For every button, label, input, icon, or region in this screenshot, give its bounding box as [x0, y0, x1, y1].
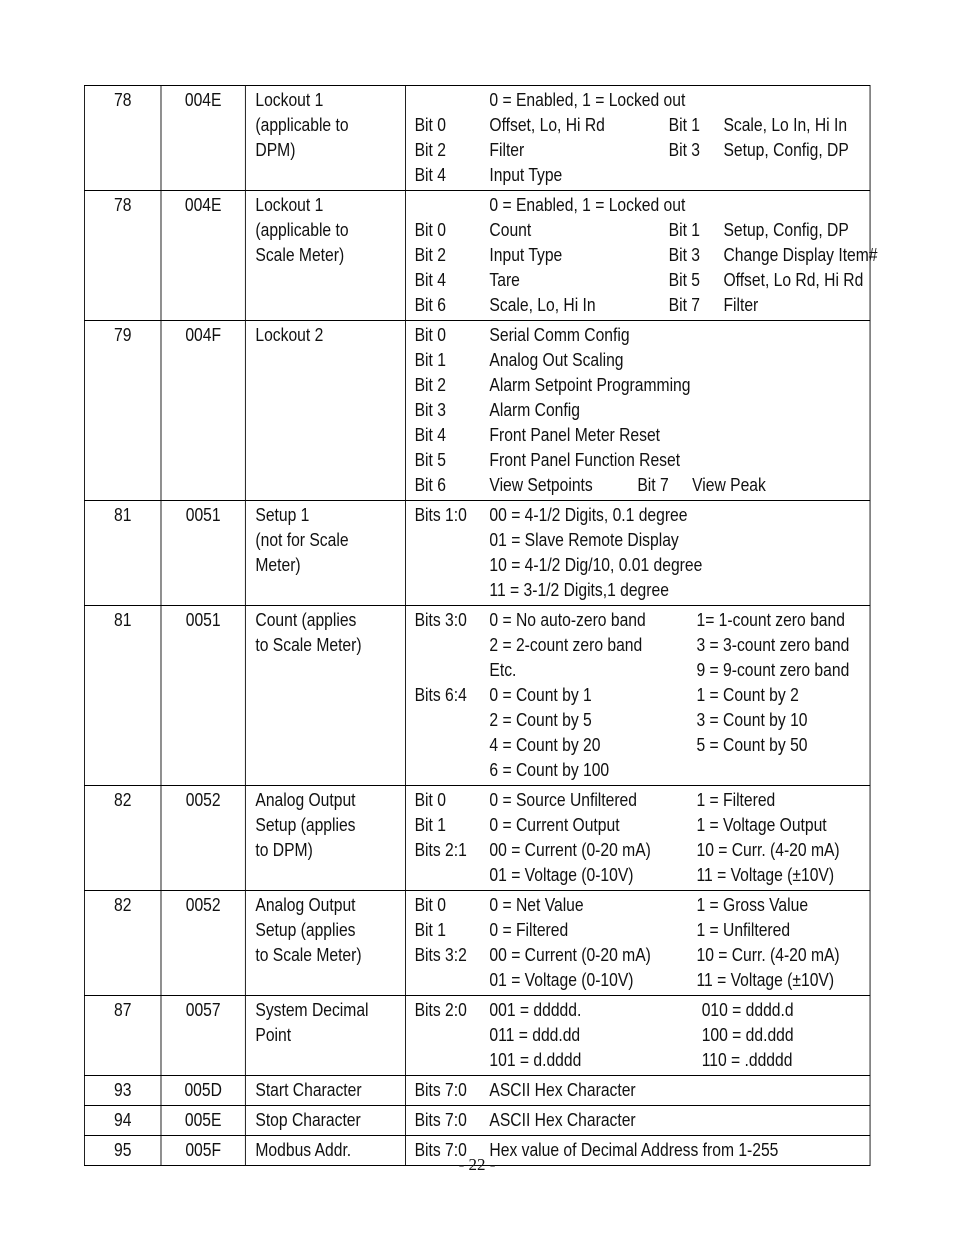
register-hex: 005F: [161, 1136, 245, 1166]
bit-description: Scale, Lo, Hi In: [489, 295, 596, 315]
bit-description: 00 = Current (0-20 mA): [489, 945, 651, 965]
register-bits: [405, 191, 878, 321]
bit-description-second: 3 = 3-count zero band: [696, 635, 850, 655]
bit-label: Bit 0: [414, 790, 446, 810]
register-row: [84, 1076, 870, 1106]
bit-description: Front Panel Meter Reset: [489, 425, 661, 445]
bit-line: [415, 88, 870, 113]
register-description: [245, 191, 405, 321]
bit-label: Bits 3:0: [414, 610, 467, 630]
description-line: Setup 1: [255, 505, 310, 525]
bit-label: Bit 4: [414, 425, 446, 445]
bit-description: Analog Out Scaling: [489, 350, 624, 370]
bit-label: Bits 6:4: [414, 685, 467, 705]
bit-label: Bit 0: [414, 325, 446, 345]
bit-label: Bit 0: [414, 895, 446, 915]
page-number: - 22 -: [458, 1155, 496, 1174]
bit-label: Bits 2:1: [414, 840, 467, 860]
bit-description: 0 = Net Value: [489, 895, 584, 915]
bit-label: [415, 193, 490, 218]
register-number: 95: [84, 1136, 161, 1166]
register-number: 81: [84, 501, 161, 606]
bit-description-second: 1 = Voltage Output: [696, 815, 827, 835]
description-line: (applicable to: [255, 115, 349, 135]
bit-label-second: Bit 3: [668, 140, 700, 160]
bit-label: [415, 1023, 490, 1048]
register-description: [245, 1106, 405, 1136]
bit-label: [415, 658, 490, 683]
bit-label: Bit 1: [414, 815, 446, 835]
bit-label: [415, 733, 490, 758]
register-description: [245, 321, 405, 501]
bit-description: 01 = Voltage (0-10V): [489, 865, 634, 885]
bit-description: 01 = Voltage (0-10V): [489, 970, 634, 990]
bit-description: Input Type: [489, 165, 563, 185]
bit-label: Bits 7:0: [414, 1080, 467, 1100]
bit-label-second: Bit 7: [637, 475, 669, 495]
register-description: [245, 606, 405, 786]
register-bits: [405, 1106, 870, 1136]
bit-description: Hex value of Decimal Address from 1-255: [489, 1140, 779, 1160]
bit-label: [415, 708, 490, 733]
bit-description: Serial Comm Config: [489, 325, 630, 345]
bit-description: Alarm Config: [489, 400, 580, 420]
bit-line: [415, 138, 870, 163]
bit-description-second: 1= 1-count zero band: [696, 610, 845, 630]
bit-label: [415, 1048, 490, 1073]
bit-label: Bit 3: [414, 400, 446, 420]
bit-label: Bit 2: [414, 245, 446, 265]
description-line: Point: [255, 1025, 292, 1045]
register-number: 93: [84, 1076, 161, 1106]
register-description: [245, 891, 405, 996]
bit-line: [415, 423, 870, 448]
register-bits: [405, 1076, 870, 1106]
register-description: [245, 786, 405, 891]
bit-line: [415, 893, 870, 918]
description-line: Stop Character: [255, 1110, 361, 1130]
bit-line: [415, 268, 870, 293]
bit-label: Bits 7:0: [414, 1110, 467, 1130]
bit-label: Bit 1: [414, 920, 446, 940]
bit-description-second: Change Display Item#: [723, 245, 878, 265]
bit-label-second: Bit 1: [668, 220, 700, 240]
bit-description-second: 1 = Unfiltered: [696, 920, 791, 940]
register-bits: [405, 606, 870, 786]
description-line: Start Character: [255, 1080, 362, 1100]
description-line: to Scale Meter): [255, 635, 362, 655]
bit-line: [415, 758, 870, 783]
bit-line: [415, 788, 870, 813]
bit-description: 0 = Current Output: [489, 815, 620, 835]
register-hex: 0052: [161, 786, 245, 891]
bit-description-second: 3 = Count by 10: [696, 710, 808, 730]
bit-label-second: Bit 3: [668, 245, 700, 265]
bit-label: Bit 6: [414, 475, 446, 495]
bit-description: ASCII Hex Character: [489, 1080, 636, 1100]
bit-line: [415, 448, 870, 473]
register-number: 78: [84, 191, 161, 321]
register-number: 94: [84, 1106, 161, 1136]
description-line: Lockout 1: [255, 90, 324, 110]
description-line: Lockout 2: [255, 325, 324, 345]
bit-description: 10 = 4-1/2 Dig/10, 0.01 degree: [489, 555, 703, 575]
bit-label-second: Bit 5: [668, 270, 700, 290]
bit-line: [415, 1048, 870, 1073]
bit-description-second: 11 = Voltage (±10V): [696, 865, 835, 885]
bit-line: [415, 528, 870, 553]
bit-line: [415, 293, 870, 318]
bit-line: [415, 1023, 870, 1048]
bit-description: 2 = Count by 5: [489, 710, 592, 730]
bit-line: [415, 398, 870, 423]
bit-description-second: 10 = Curr. (4-20 mA): [696, 840, 840, 860]
bit-label: [415, 633, 490, 658]
bit-label: Bit 4: [414, 270, 446, 290]
register-hex: 005D: [161, 1076, 245, 1106]
bit-line: [415, 113, 870, 138]
register-row: [84, 891, 870, 996]
bit-label: Bits 3:2: [414, 945, 467, 965]
bit-description-second: 010 = dddd.d: [701, 1000, 794, 1020]
bit-line: [415, 163, 870, 188]
bit-line: [415, 813, 870, 838]
bit-label: Bits 2:0: [414, 1000, 467, 1020]
bit-description: 0 = Filtered: [489, 920, 569, 940]
bit-description-second: 110 = .ddddd: [701, 1050, 793, 1070]
register-hex: 005E: [161, 1106, 245, 1136]
description-line: Count (applies: [255, 610, 357, 630]
bit-label: Bit 1: [414, 350, 446, 370]
bit-description-second: Scale, Lo In, Hi In: [723, 115, 848, 135]
bit-description: 4 = Count by 20: [489, 735, 601, 755]
bit-description-second: 100 = dd.ddd: [701, 1025, 794, 1045]
bit-description: Etc.: [489, 660, 517, 680]
bit-description: Front Panel Function Reset: [489, 450, 681, 470]
bit-description-second: View Peak: [692, 475, 766, 495]
bit-line: [415, 838, 870, 863]
register-bits: [405, 501, 870, 606]
bit-description: 01 = Slave Remote Display: [489, 530, 679, 550]
bit-description: 2 = 2-count zero band: [489, 635, 643, 655]
bit-label: Bit 0: [414, 220, 446, 240]
register-number: 82: [84, 891, 161, 996]
bit-line: [415, 633, 870, 658]
description-line: Analog Output: [255, 895, 356, 915]
bit-line: [415, 348, 870, 373]
bit-description-second: 1 = Filtered: [696, 790, 776, 810]
bit-line: [415, 863, 870, 888]
bit-line: [415, 683, 870, 708]
bit-label: Bit 2: [414, 375, 446, 395]
register-row: [84, 1106, 870, 1136]
bit-description: 6 = Count by 100: [489, 760, 610, 780]
bit-description: 00 = 4-1/2 Digits, 0.1 degree: [489, 505, 688, 525]
bit-description: Input Type: [489, 245, 563, 265]
bit-description-second: Setup, Config, DP: [723, 140, 849, 160]
register-number: 87: [84, 996, 161, 1076]
bit-description-second: 5 = Count by 50: [696, 735, 808, 755]
bit-line: [415, 733, 870, 758]
bit-label: [415, 578, 490, 603]
bit-label: Bit 5: [414, 450, 446, 470]
bit-label-second: Bit 1: [668, 115, 700, 135]
bit-line: [415, 943, 870, 968]
description-line: Lockout 1: [255, 195, 324, 215]
bit-label: [415, 968, 490, 993]
bit-description-second: 11 = Voltage (±10V): [696, 970, 835, 990]
register-bits: [405, 891, 870, 996]
register-hex: 004F: [161, 321, 245, 501]
description-line: to Scale Meter): [255, 945, 362, 965]
bit-label-second: Bit 7: [668, 295, 700, 315]
register-bits: [405, 786, 870, 891]
bit-line: [415, 998, 870, 1023]
register-description: [245, 86, 405, 191]
register-bits: [405, 996, 870, 1076]
bit-label: [415, 863, 490, 888]
bit-description: Offset, Lo, Hi Rd: [489, 115, 605, 135]
bit-description: 0 = Enabled, 1 = Locked out: [489, 195, 686, 215]
register-table: [84, 85, 878, 1166]
register-number: 78: [84, 86, 161, 191]
bit-description: 0 = Count by 1: [489, 685, 592, 705]
bit-description: View Setpoints: [489, 475, 593, 495]
description-line: Scale Meter): [255, 245, 345, 265]
bit-description: 101 = d.dddd: [489, 1050, 582, 1070]
bit-line: [415, 578, 870, 603]
bit-description: 0 = Source Unfiltered: [489, 790, 637, 810]
bit-description: 00 = Current (0-20 mA): [489, 840, 651, 860]
bit-line: [415, 193, 870, 218]
bit-line: [415, 553, 870, 578]
bit-description-second: Offset, Lo Rd, Hi Rd: [723, 270, 864, 290]
bit-description-second: Setup, Config, DP: [723, 220, 849, 240]
bit-description: 011 = ddd.dd: [489, 1025, 581, 1045]
bit-line: [415, 658, 870, 683]
bit-description: Tare: [489, 270, 520, 290]
register-number: 81: [84, 606, 161, 786]
bit-line: [415, 373, 870, 398]
bit-description-second: 10 = Curr. (4-20 mA): [696, 945, 840, 965]
register-number: 82: [84, 786, 161, 891]
bit-label: Bit 4: [414, 165, 446, 185]
register-row: [84, 786, 870, 891]
bit-label: Bit 6: [414, 295, 446, 315]
bit-line: [415, 503, 870, 528]
bit-label: [415, 88, 490, 113]
bit-line: [415, 473, 870, 498]
bit-description: ASCII Hex Character: [489, 1110, 636, 1130]
description-line: to DPM): [255, 840, 313, 860]
bit-label: [415, 553, 490, 578]
bit-line: [414, 243, 878, 268]
register-hex: 004E: [161, 191, 245, 321]
description-line: Modbus Addr.: [255, 1140, 352, 1160]
register-hex: 0057: [161, 996, 245, 1076]
register-row: [84, 86, 870, 191]
description-line: Meter): [255, 555, 301, 575]
bit-label: Bits 7:0: [414, 1140, 467, 1160]
bit-line: [415, 218, 870, 243]
bit-description-second: 1 = Count by 2: [696, 685, 799, 705]
register-hex: 0051: [161, 606, 245, 786]
bit-line: [415, 1108, 870, 1133]
register-bits: [405, 321, 870, 501]
description-line: (not for Scale: [255, 530, 349, 550]
register-number: 79: [84, 321, 161, 501]
bit-description-second: 9 = 9-count zero band: [696, 660, 850, 680]
bit-label: [415, 528, 490, 553]
bit-description-second: 1 = Gross Value: [696, 895, 809, 915]
register-description: [245, 996, 405, 1076]
register-row: [84, 501, 870, 606]
register-description: [245, 1076, 405, 1106]
description-line: Setup (applies: [255, 920, 356, 940]
register-row: [84, 996, 870, 1076]
register-description: [245, 501, 405, 606]
bit-description: 001 = ddddd.: [489, 1000, 582, 1020]
bit-description: Alarm Setpoint Programming: [489, 375, 691, 395]
bit-description: 0 = Enabled, 1 = Locked out: [489, 90, 686, 110]
register-row: [84, 321, 870, 501]
bit-description: 11 = 3-1/2 Digits,1 degree: [489, 580, 669, 600]
bit-line: [415, 608, 870, 633]
description-line: (applicable to: [255, 220, 349, 240]
register-table-body: [84, 86, 878, 1166]
description-line: DPM): [255, 140, 296, 160]
register-row: [84, 191, 870, 321]
bit-label: Bits 1:0: [414, 505, 467, 525]
bit-line: [415, 1078, 870, 1103]
bit-description-second: Filter: [723, 295, 759, 315]
bit-line: [415, 968, 870, 993]
bit-description: 0 = No auto-zero band: [489, 610, 646, 630]
register-hex: 0051: [161, 501, 245, 606]
description-line: Analog Output: [255, 790, 356, 810]
register-bits: [405, 86, 870, 191]
bit-label: [415, 758, 490, 783]
bit-description: Filter: [489, 140, 525, 160]
bit-line: [415, 918, 870, 943]
description-line: Setup (applies: [255, 815, 356, 835]
bit-line: [415, 708, 870, 733]
description-line: System Decimal: [255, 1000, 369, 1020]
bit-label: Bit 0: [414, 115, 446, 135]
register-hex: 0052: [161, 891, 245, 996]
register-row: [84, 606, 870, 786]
bit-description: Count: [489, 220, 532, 240]
bit-line: [415, 323, 870, 348]
bit-label: Bit 2: [414, 140, 446, 160]
register-hex: 004E: [161, 86, 245, 191]
